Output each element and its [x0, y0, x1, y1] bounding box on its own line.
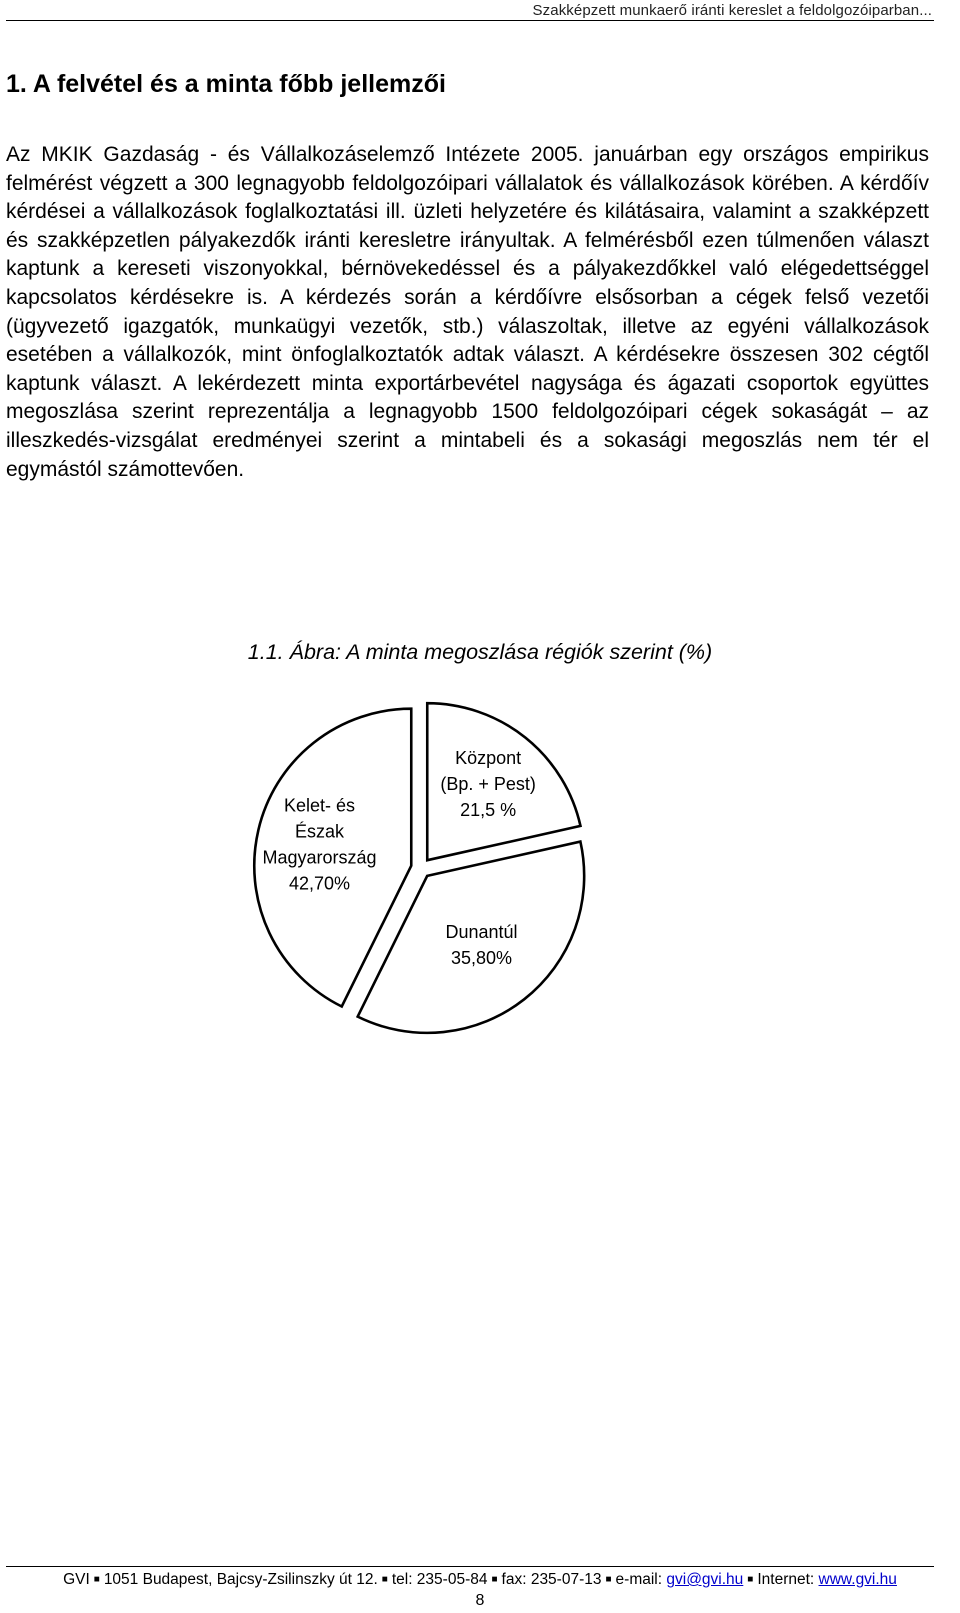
footer-email-label: e-mail:	[615, 1571, 663, 1588]
body-paragraph: Az MKIK Gazdaság - és Vállalkozáselemző Intézete 2005. januárban egy országos empirikus felmérést végzett a 300 legnagyobb feldolgozóipari vállalatok és vállalkozások körében. A kérdőív kérdései a vállalkozások foglalkoztatási ill. üzleti helyzetére és kilátásaira, valamint a szakképzett és szakképzetlen pályakezdők iránti keresletre irányultak. A felmérésből ezen túlmenően választ kaptunk a kereseti viszonyokkal, bérnövekedéssel és a pályakezdőkkel való elégedettséggel kapcsolatos kérdésekre is. A kérdezés során a kérdőívre elsősorban a cégek felső vezetői (ügyvezető igazgatók, munkaügyi vezetők, stb.) válaszoltak, illetve az egyéni vállalkozások esetében a vállalkozók, mint önfoglalkoztatók adtak választ. A kérdésekre összesen 302 cégtől kaptunk választ. A lekérdezett minta exportárbevétel nagysága és ágazati csoportok együttes megoszlása szerint reprezentálja a legnagyobb 1500 feldolgozóipari cégek sokaságát – az illeszkedés-vizsgálat eredményei szerint a mintabeli és a sokasági megoszlás nem tér el egymástól számottevően.	[6, 143, 929, 481]
pie-chart	[0, 690, 960, 1090]
running-header: Szakképzett munkaerő iránti kereslet a feldolgozóiparban...	[532, 2, 932, 19]
footer-fax: fax: 235-07-13	[501, 1571, 602, 1588]
separator-bullet-icon: ■	[93, 1574, 100, 1585]
figure-caption: 1.1. Ábra: A minta megoszlása régiók szerint (%)	[247, 640, 713, 664]
separator-bullet-icon: ■	[605, 1574, 612, 1585]
pie-label-line: Központ	[455, 748, 522, 769]
header-divider	[6, 20, 934, 21]
footer-tel: tel: 235-05-84	[391, 1571, 488, 1588]
footer-address: 1051 Budapest, Bajcsy-Zsilinszky út 12.	[103, 1571, 378, 1588]
footer-divider	[6, 1566, 934, 1567]
footer-internet-label: Internet:	[757, 1571, 815, 1588]
separator-bullet-icon: ■	[381, 1574, 388, 1585]
email-link[interactable]: gvi@gvi.hu	[666, 1571, 744, 1588]
pie-label-line: Dunantúl	[445, 921, 518, 942]
footer-org: GVI	[63, 1571, 90, 1588]
footer-contact	[0, 1571, 960, 1589]
pie-label-line: Kelet- és	[284, 795, 356, 816]
pie-label-line: (Bp. + Pest)	[440, 774, 536, 795]
page-number: 8	[475, 1592, 485, 1609]
pie-label-line: Magyarország	[262, 847, 377, 868]
section-title: 1. A felvétel és a minta főbb jellemzői	[6, 70, 446, 98]
pie-label-line: 21,5 %	[460, 800, 517, 821]
website-link[interactable]: www.gvi.hu	[818, 1571, 897, 1588]
pie-label-line: 35,80%	[450, 947, 513, 968]
pie-label-line: 42,70%	[288, 873, 351, 894]
pie-label-line: Észak	[295, 821, 345, 842]
separator-bullet-icon: ■	[747, 1574, 754, 1585]
separator-bullet-icon: ■	[491, 1574, 498, 1585]
